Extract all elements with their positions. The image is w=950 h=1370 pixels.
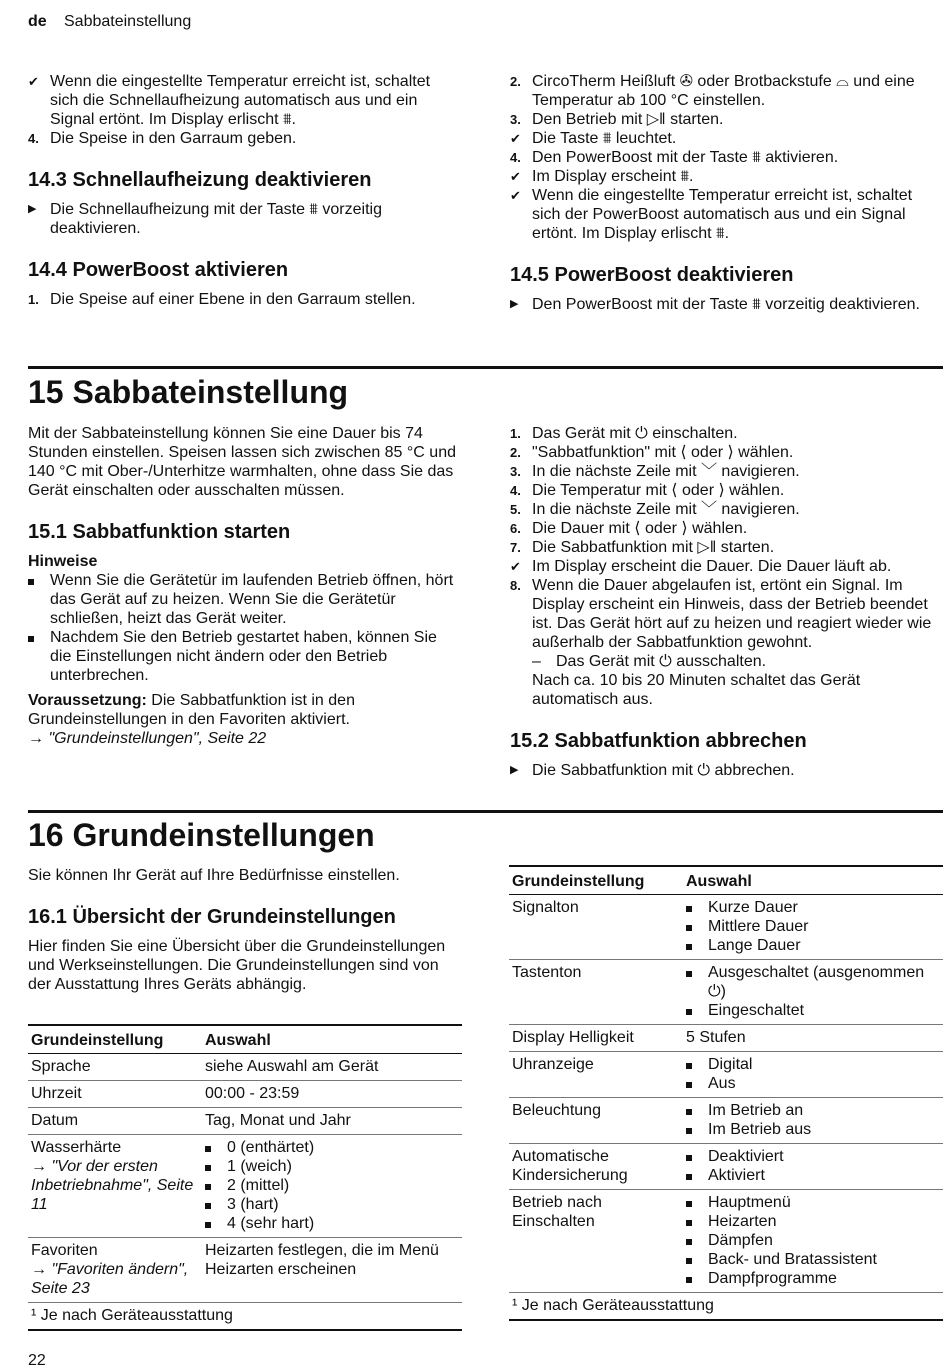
prerequisite-text: Die Sabbatfunktion ist in den Grundeinstellungen in den Favoriten aktiviert. <box>28 692 355 728</box>
check-item <box>510 167 942 186</box>
hint-text: Wenn Sie die Gerätetür im laufenden Betrieb öffnen, hört das Gerät auf zu heizen. Wenn Sie die Gerätetür schließen, heizt das Gerät weiter. <box>50 572 454 627</box>
step-number: 3. <box>510 464 521 479</box>
action-item <box>510 761 942 780</box>
step-note: Nach ca. 10 bis 20 Minuten schaltet das Gerät automatisch aus. <box>532 672 861 708</box>
column-header: Grundeinstellung <box>509 866 683 895</box>
settings-table-left <box>28 1024 462 1331</box>
option-text: Eingeschaltet <box>708 1002 805 1019</box>
square-bullet-icon <box>686 936 708 955</box>
option-text: Aus <box>708 1075 736 1092</box>
hint-text: Nachdem Sie den Betrieb gestartet haben, können Sie die Einstellungen nicht ändern oder den Betrieb unterbrechen. <box>50 629 437 684</box>
step-text: Den Betrieb mit ▷‖ starten. <box>532 111 724 128</box>
option-item <box>686 1250 940 1269</box>
square-bullet-icon <box>686 1250 708 1269</box>
chapter-title-16: 16 Grundeinstellungen <box>28 817 375 853</box>
check-text: Die Taste ⩩ leuchtet. <box>532 130 677 147</box>
section-title-14-5: 14.5 PowerBoost deaktivieren <box>510 264 794 286</box>
option-text: Heizarten <box>708 1213 777 1230</box>
setting-value: 00:00 - 23:59 <box>202 1081 462 1108</box>
option-item <box>205 1195 459 1214</box>
step-number: 5. <box>510 502 521 517</box>
action-text: Die Sabbatfunktion mit ⏻ abbrechen. <box>532 762 795 779</box>
table-row <box>28 1135 462 1238</box>
check-icon: ✔ <box>28 74 39 89</box>
square-bullet-icon <box>686 1147 708 1166</box>
step-text: CircoTherm Heißluft ✇ oder Brotbackstufe ⌓ und eine Temperatur ab 100 °C einstellen. <box>532 73 915 109</box>
dash-bullet: – <box>532 653 541 670</box>
setting-value: 5 Stufen <box>683 1025 943 1052</box>
step-item <box>28 129 460 148</box>
hints-title: Hinweise <box>28 553 98 570</box>
table-row <box>28 1108 462 1135</box>
setting-name-cell <box>28 1238 202 1303</box>
step-number: 4. <box>510 150 521 165</box>
column-header: Auswahl <box>683 866 943 895</box>
setting-link[interactable]: → "Favoriten ändern", Seite 23 <box>31 1261 189 1297</box>
check-text: Wenn die eingestellte Temperatur erreicht ist, schaltet sich der PowerBoost automatisch aus und ein Signal ertönt. Im Display erlischt ⩩. <box>532 187 913 242</box>
hint-item <box>28 571 460 628</box>
settings-table-right <box>509 865 943 1321</box>
setting-name: Uhrzeit <box>28 1081 202 1108</box>
table-row <box>509 1052 943 1098</box>
setting-options <box>202 1135 462 1238</box>
option-item <box>205 1138 459 1157</box>
option-item <box>686 1120 940 1139</box>
action-text: Die Schnellaufheizung mit der Taste ⩩ vorzeitig deaktivieren. <box>50 201 382 237</box>
page-number: 22 <box>28 1352 46 1369</box>
table-row <box>28 1238 462 1303</box>
option-item <box>686 1212 940 1231</box>
setting-value: Heizarten festlegen, die im Menü Heizarten erscheinen <box>202 1238 462 1303</box>
check-text: Im Display erscheint die Dauer. Die Dauer läuft ab. <box>532 558 892 575</box>
option-text: Deaktiviert <box>708 1148 784 1165</box>
square-bullet-icon <box>28 628 50 647</box>
square-bullet-icon <box>205 1214 227 1233</box>
step-item <box>510 462 942 481</box>
option-item <box>205 1176 459 1195</box>
option-item <box>686 936 940 955</box>
setting-name: Tastenton <box>509 960 683 1025</box>
step-item <box>510 500 942 519</box>
step-text: Die Dauer mit ⟨ oder ⟩ wählen. <box>532 520 748 537</box>
step-item <box>28 290 460 309</box>
check-icon: ✔ <box>510 131 521 146</box>
table-footnote: ¹ Je nach Geräteausstattung <box>28 1303 462 1331</box>
action-text: Den PowerBoost mit der Taste ⩩ vorzeitig deaktivieren. <box>532 296 920 313</box>
square-bullet-icon <box>686 1269 708 1288</box>
setting-name: Beleuchtung <box>509 1098 683 1144</box>
chapter-rule <box>28 810 943 813</box>
sub-step-item <box>510 652 942 671</box>
step-item <box>510 148 942 167</box>
setting-name: Uhranzeige <box>509 1052 683 1098</box>
option-text: Dampfprogramme <box>708 1270 837 1287</box>
step-item <box>510 538 942 557</box>
setting-link[interactable]: → "Vor der ersten Inbetriebnahme", Seite 11 <box>31 1158 194 1213</box>
option-text: 0 (enthärtet) <box>227 1139 315 1156</box>
table-row <box>509 895 943 960</box>
table-footnote-row <box>509 1293 943 1321</box>
option-text: Back- und Bratassistent <box>708 1251 877 1268</box>
setting-name: Datum <box>28 1108 202 1135</box>
square-bullet-icon <box>28 571 50 590</box>
setting-options <box>683 895 943 960</box>
setting-name: Signalton <box>509 895 683 960</box>
option-text: Ausgeschaltet (ausgenommen ⏻) <box>708 964 925 1000</box>
square-bullet-icon <box>686 898 708 917</box>
step-text: In die nächste Zeile mit ﹀ navigieren. <box>532 501 800 518</box>
option-text: Mittlere Dauer <box>708 918 809 935</box>
option-item <box>686 1269 940 1288</box>
step-number: 2. <box>510 445 521 460</box>
option-text: 2 (mittel) <box>227 1177 290 1194</box>
setting-options <box>683 960 943 1025</box>
step-number: 8. <box>510 578 521 593</box>
setting-name: Wasserhärte <box>31 1139 122 1156</box>
table-row <box>509 1025 943 1052</box>
check-item <box>510 129 942 148</box>
prerequisite-label: Voraussetzung: <box>28 692 147 709</box>
table-header-row <box>509 866 943 895</box>
chapter-rule <box>28 366 943 369</box>
setting-name: Display Helligkeit <box>509 1025 683 1052</box>
step-text: Die Sabbatfunktion mit ▷‖ starten. <box>532 539 775 556</box>
square-bullet-icon <box>205 1195 227 1214</box>
section-text-16-1: Hier finden Sie eine Übersicht über die Grundeinstellungen und Werkseinstellungen. Die Grundeinstellungen sind von der Ausstattung Ihres Geräts abhängig. <box>28 938 446 993</box>
table-footnote: ¹ Je nach Geräteausstattung <box>509 1293 943 1321</box>
check-item <box>510 186 942 243</box>
square-bullet-icon <box>205 1157 227 1176</box>
ch16-intro: Sie können Ihr Gerät auf Ihre Bedürfnisse einstellen. <box>28 867 400 884</box>
prerequisite-link[interactable]: → "Grundeinstellungen", Seite 22 <box>28 730 267 747</box>
step-number: 4. <box>28 131 39 146</box>
step-text: Den PowerBoost mit der Taste ⩩ aktivieren. <box>532 149 839 166</box>
column-header: Auswahl <box>202 1025 462 1054</box>
step-item <box>510 481 942 500</box>
step-item <box>510 443 942 462</box>
option-item <box>686 917 940 936</box>
step-item <box>510 110 942 129</box>
triangle-bullet-icon: ▶ <box>510 298 519 310</box>
ch15-intro: Mit der Sabbateinstellung können Sie eine Dauer bis 74 Stunden einstellen. Speisen lassen sich zwischen 85 °C und 140 °C mit Ober-/Unterhitze warmhalten, ohne dass Sie das Gerät einschalten oder ausschalten müssen. <box>28 425 456 499</box>
setting-options <box>683 1098 943 1144</box>
square-bullet-icon <box>686 1074 708 1093</box>
step-number: 3. <box>510 112 521 127</box>
setting-options <box>683 1190 943 1293</box>
check-item <box>28 72 460 129</box>
square-bullet-icon <box>686 1101 708 1120</box>
setting-name: Betrieb nach Einschalten <box>509 1190 683 1293</box>
square-bullet-icon <box>686 917 708 936</box>
option-item <box>686 1101 940 1120</box>
header-language: de <box>28 13 47 30</box>
check-item <box>510 557 942 576</box>
square-bullet-icon <box>686 1055 708 1074</box>
option-item <box>686 1193 940 1212</box>
hint-item <box>28 628 460 685</box>
option-item <box>205 1214 459 1233</box>
check-icon: ✔ <box>510 559 521 574</box>
step-text: "Sabbatfunktion" mit ⟨ oder ⟩ wählen. <box>532 444 794 461</box>
square-bullet-icon <box>686 1001 708 1020</box>
option-item <box>686 898 940 917</box>
option-text: Hauptmenü <box>708 1194 791 1211</box>
setting-name: Automatische Kindersicherung <box>509 1144 683 1190</box>
option-item <box>686 1055 940 1074</box>
step-text: Die Speise auf einer Ebene in den Garraum stellen. <box>50 291 416 308</box>
option-item <box>686 1166 940 1185</box>
option-text: 1 (weich) <box>227 1158 292 1175</box>
option-text: Dämpfen <box>708 1232 773 1249</box>
square-bullet-icon <box>686 1120 708 1139</box>
action-item <box>28 200 460 238</box>
square-bullet-icon <box>686 1212 708 1231</box>
step-number: 4. <box>510 483 521 498</box>
option-item <box>686 1231 940 1250</box>
square-bullet-icon <box>686 1193 708 1212</box>
square-bullet-icon <box>686 1231 708 1250</box>
square-bullet-icon <box>205 1176 227 1195</box>
step-number: 7. <box>510 540 521 555</box>
option-text: 4 (sehr hart) <box>227 1215 315 1232</box>
square-bullet-icon <box>686 1166 708 1185</box>
section-title-14-4: 14.4 PowerBoost aktivieren <box>28 259 289 281</box>
step-text: Wenn die Dauer abgelaufen ist, ertönt ein Signal. Im Display erscheint ein Hinweis, dass der Betrieb beendet ist. Das Gerät hört auf zu heizen und reagiert wieder wie außerhalb der Sabbatfunktion gewohnt. <box>532 577 932 651</box>
header-title: Sabbateinstellung <box>64 13 192 30</box>
ch15-right-column <box>510 424 942 780</box>
option-text: 3 (hart) <box>227 1196 279 1213</box>
section-title-14-3: 14.3 Schnellaufheizung deaktivieren <box>28 169 372 191</box>
right-top-column <box>510 72 942 314</box>
step-text: In die nächste Zeile mit ﹀ navigieren. <box>532 463 800 480</box>
square-bullet-icon <box>686 963 708 1001</box>
setting-options <box>683 1052 943 1098</box>
option-item <box>686 1074 940 1093</box>
table-header-row <box>28 1025 462 1054</box>
setting-name-cell <box>28 1135 202 1238</box>
table-row <box>28 1081 462 1108</box>
setting-value: Tag, Monat und Jahr <box>202 1108 462 1135</box>
table-row <box>509 960 943 1025</box>
option-item <box>686 963 940 1001</box>
triangle-bullet-icon: ▶ <box>28 203 37 215</box>
column-header: Grundeinstellung <box>28 1025 202 1054</box>
sub-step-text: Das Gerät mit ⏻ ausschalten. <box>556 653 767 670</box>
table-row <box>509 1144 943 1190</box>
table-row <box>509 1190 943 1293</box>
table-footnote-row <box>28 1303 462 1331</box>
triangle-bullet-icon: ▶ <box>510 764 519 776</box>
ch15-left-column <box>28 424 460 748</box>
option-item <box>205 1157 459 1176</box>
option-item <box>686 1147 940 1166</box>
table-row <box>509 1098 943 1144</box>
step-text: Die Temperatur mit ⟨ oder ⟩ wählen. <box>532 482 785 499</box>
step-number: 1. <box>28 292 39 307</box>
check-icon: ✔ <box>510 169 521 184</box>
prerequisite <box>28 691 460 729</box>
setting-name: Favoriten <box>31 1242 98 1259</box>
chapter-title-15: 15 Sabbateinstellung <box>28 374 349 410</box>
left-top-column <box>28 72 460 309</box>
setting-name: Sprache <box>28 1054 202 1081</box>
step-number: 1. <box>510 426 521 441</box>
step-text: Die Speise in den Garraum geben. <box>50 130 297 147</box>
section-title-15-1: 15.1 Sabbatfunktion starten <box>28 521 291 543</box>
step-text: Das Gerät mit ⏻ einschalten. <box>532 425 738 442</box>
section-title-16-1: 16.1 Übersicht der Grundeinstellungen <box>28 906 396 928</box>
option-text: Im Betrieb an <box>708 1102 804 1119</box>
sabbat-steps <box>510 424 942 557</box>
square-bullet-icon <box>205 1138 227 1157</box>
ch16-left-column <box>28 866 460 994</box>
step-item <box>510 576 942 652</box>
option-text: Lange Dauer <box>708 937 801 954</box>
check-icon: ✔ <box>510 188 521 203</box>
setting-options <box>683 1144 943 1190</box>
check-text: Im Display erscheint ⩩. <box>532 168 694 185</box>
step-item <box>510 519 942 538</box>
option-text: Aktiviert <box>708 1167 765 1184</box>
step-item <box>510 72 942 110</box>
step-item <box>510 424 942 443</box>
option-text: Digital <box>708 1056 753 1073</box>
section-title-15-2: 15.2 Sabbatfunktion abbrechen <box>510 730 807 752</box>
option-item <box>686 1001 940 1020</box>
table-row <box>28 1054 462 1081</box>
action-item <box>510 295 942 314</box>
step-number: 2. <box>510 74 521 89</box>
option-text: Kurze Dauer <box>708 899 798 916</box>
step-number: 6. <box>510 521 521 536</box>
setting-value: siehe Auswahl am Gerät <box>202 1054 462 1081</box>
check-text: Wenn die eingestellte Temperatur erreicht ist, schaltet sich die Schnellaufheizung automatisch aus und ein Signal ertönt. Im Display erlischt ⩩. <box>50 73 431 128</box>
option-text: Im Betrieb aus <box>708 1121 812 1138</box>
